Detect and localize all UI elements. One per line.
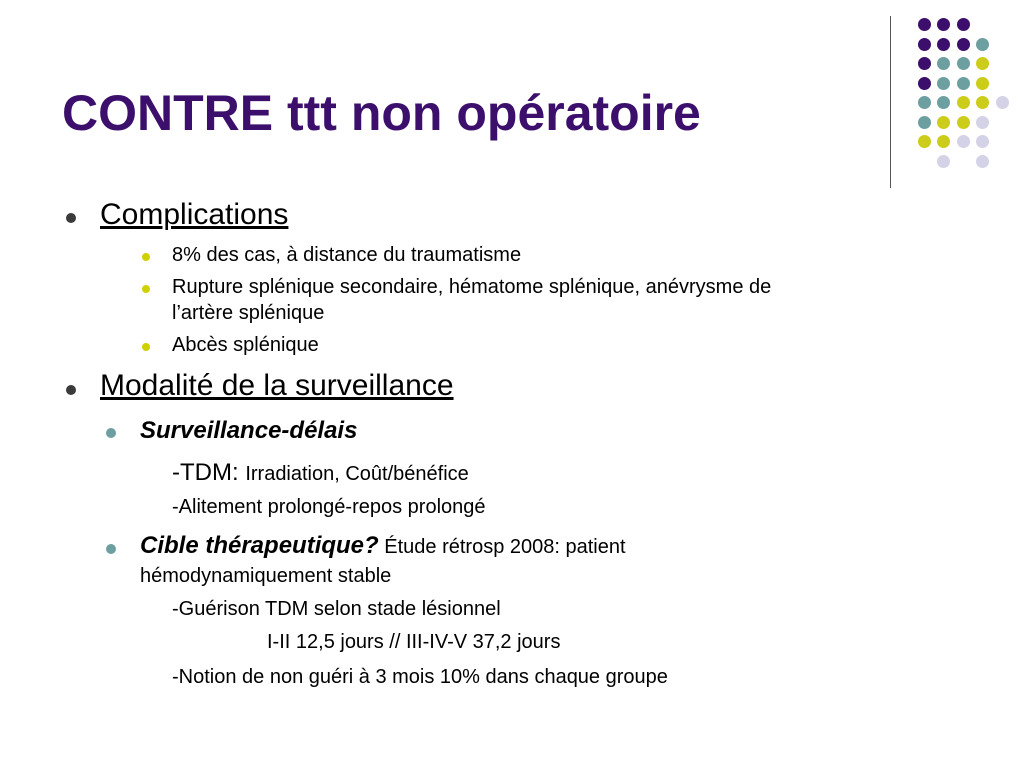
section-heading-surveillance: Modalité de la surveillance xyxy=(100,369,454,402)
jours-line: I-II 12,5 jours // III-IV-V 37,2 jours xyxy=(267,631,561,653)
list-item: 8% des cas, à distance du traumatisme xyxy=(172,244,522,266)
tdm-text: Irradiation, Coût/bénéfice xyxy=(245,463,469,485)
cible-line xyxy=(140,532,626,560)
bullet-dot xyxy=(142,343,150,351)
notion-line: -Notion de non guéri à 3 mois 10% dans chaque groupe xyxy=(172,666,668,688)
subheading-cible: Cible thérapeutique? xyxy=(140,532,379,559)
tdm-line xyxy=(172,459,469,487)
list-item-continuation: l’artère splénique xyxy=(172,302,325,324)
bullet-dot xyxy=(66,213,76,223)
alitement-line: -Alitement prolongé-repos prolongé xyxy=(172,496,486,518)
slide-title: CONTRE ttt non opératoire xyxy=(62,85,701,141)
bullet-dot xyxy=(142,253,150,261)
section-heading-complications: Complications xyxy=(100,198,289,231)
bullet-dot xyxy=(66,385,76,395)
bullet-dot xyxy=(142,285,150,293)
list-item: Rupture splénique secondaire, hématome splénique, anévrysme de xyxy=(172,276,772,298)
guerison-line: -Guérison TDM selon stade lésionnel xyxy=(172,598,501,620)
list-item: Abcès splénique xyxy=(172,334,319,356)
bullet-dot xyxy=(106,428,116,438)
bullet-dot xyxy=(106,544,116,554)
cible-text: Étude rétrosp 2008: patient xyxy=(378,536,626,558)
subheading-surveillance-delais: Surveillance-délais xyxy=(140,417,358,444)
tdm-prefix: -TDM: xyxy=(172,459,246,486)
cible-continuation: hémodynamiquement stable xyxy=(140,565,392,587)
